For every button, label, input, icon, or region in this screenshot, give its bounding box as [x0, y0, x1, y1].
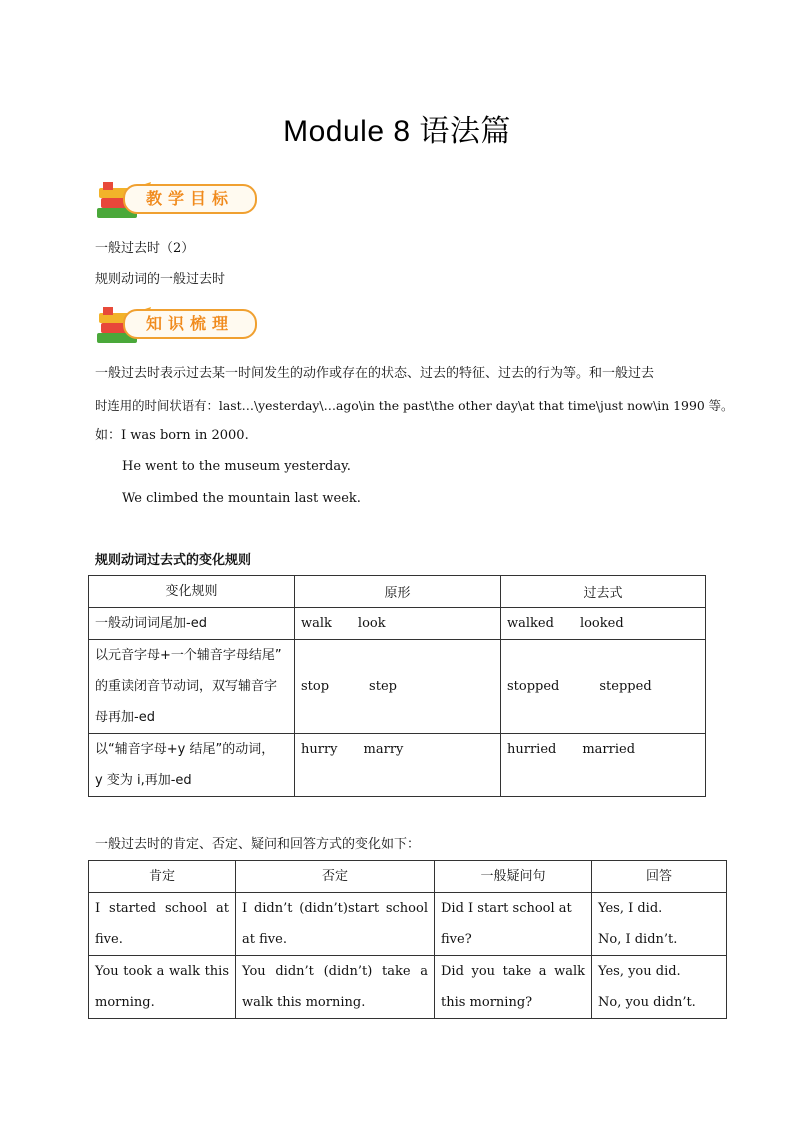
- past-cell: [501, 734, 706, 797]
- section-banner-knowledge: [95, 305, 260, 349]
- banner-label: 知识梳理: [145, 314, 234, 333]
- past-word: stepped: [599, 679, 652, 694]
- table-header-row: [89, 861, 727, 893]
- base-cell: [295, 640, 501, 734]
- header-cell: 变化规则: [89, 576, 295, 608]
- section-banner-objectives: [95, 180, 260, 224]
- rule-cell: [89, 640, 295, 734]
- rule-cell: [89, 608, 295, 640]
- header-cell: 肯定: [89, 861, 236, 893]
- table-row: [89, 608, 706, 640]
- sentence-forms-table: [88, 860, 727, 1019]
- header-cell: 原形: [295, 576, 501, 608]
- rule-text: 母再加-ed: [95, 710, 155, 725]
- base-word: walk: [301, 616, 332, 631]
- header-cell: 一般疑问句: [435, 861, 592, 893]
- header-cell: 否定: [236, 861, 435, 893]
- page-title: Module 8 语法篇: [283, 115, 511, 148]
- negative-cell: I didn’t (didn’t)start school at five.: [236, 893, 435, 956]
- rule-text: 的重读闭音节动词，双写辅音字: [95, 679, 278, 694]
- past-word: stopped: [507, 679, 560, 694]
- answer-yes: Yes, I did.: [598, 901, 663, 916]
- base-word: look: [357, 616, 386, 631]
- base-cell: [295, 608, 501, 640]
- past-word: looked: [579, 616, 624, 631]
- past-cell: [501, 608, 706, 640]
- table-row: [89, 734, 706, 797]
- affirmative-cell: You took a walk this morning.: [89, 956, 236, 1019]
- table-row: [89, 893, 727, 956]
- question-cell: Did you take a walk this morning?: [435, 956, 592, 1019]
- example-3: We climbed the mountain last week.: [122, 491, 361, 506]
- banner-label: 教学目标: [145, 189, 234, 208]
- table-header-row: [89, 576, 706, 608]
- affirmative-cell: I started school at five.: [89, 893, 236, 956]
- table1-caption: 规则动词过去式的变化规则: [95, 553, 252, 568]
- rule-text: 以“辅音字母+y 结尾”的动词，: [95, 742, 275, 757]
- answer-no: No, I didn’t.: [598, 932, 678, 947]
- objective-line-1: 一般过去时（2）: [95, 241, 195, 256]
- base-word: marry: [363, 742, 404, 757]
- question-cell: Did I start school at five?: [435, 893, 592, 956]
- base-word: hurry: [301, 742, 338, 757]
- answer-cell: [592, 956, 727, 1019]
- verb-rules-table: [88, 575, 706, 797]
- objective-line-2: 规则动词的一般过去时: [95, 272, 226, 287]
- header-cell: 过去式: [501, 576, 706, 608]
- negative-cell: You didn’t (didn’t) take a walk this morning.: [236, 956, 435, 1019]
- past-word: married: [582, 742, 636, 757]
- rule-text: 一般动词词尾加-ed: [95, 616, 207, 631]
- example-2: He went to the museum yesterday.: [122, 459, 351, 474]
- table-row: [89, 640, 706, 734]
- past-cell: [501, 640, 706, 734]
- answer-no: No, you didn’t.: [598, 995, 696, 1010]
- rule-cell: [89, 734, 295, 797]
- example-1: 如：I was born in 2000.: [95, 428, 249, 443]
- header-cell: 回答: [592, 861, 727, 893]
- answer-yes: Yes, you did.: [598, 964, 681, 979]
- table2-caption: 一般过去时的肯定、否定、疑问和回答方式的变化如下：: [95, 837, 421, 852]
- intro-line-1: 一般过去时表示过去某一时间发生的动作或存在的状态、过去的特征、过去的行为等。和一般过去: [95, 366, 655, 381]
- answer-cell: [592, 893, 727, 956]
- table-row: [89, 956, 727, 1019]
- base-word: stop: [301, 679, 330, 694]
- rule-text: y 变为 i,再加-ed: [95, 773, 192, 788]
- base-cell: [295, 734, 501, 797]
- base-word: step: [369, 679, 397, 694]
- rule-text: 以元音字母+一个辅音字母结尾”: [95, 648, 282, 663]
- past-word: hurried: [507, 742, 557, 757]
- past-word: walked: [507, 616, 554, 631]
- intro-line-2: 时连用的时间状语有：last…\yesterday\…ago\in the past\the other day\at that time\just now\in 1990 等。: [95, 398, 734, 413]
